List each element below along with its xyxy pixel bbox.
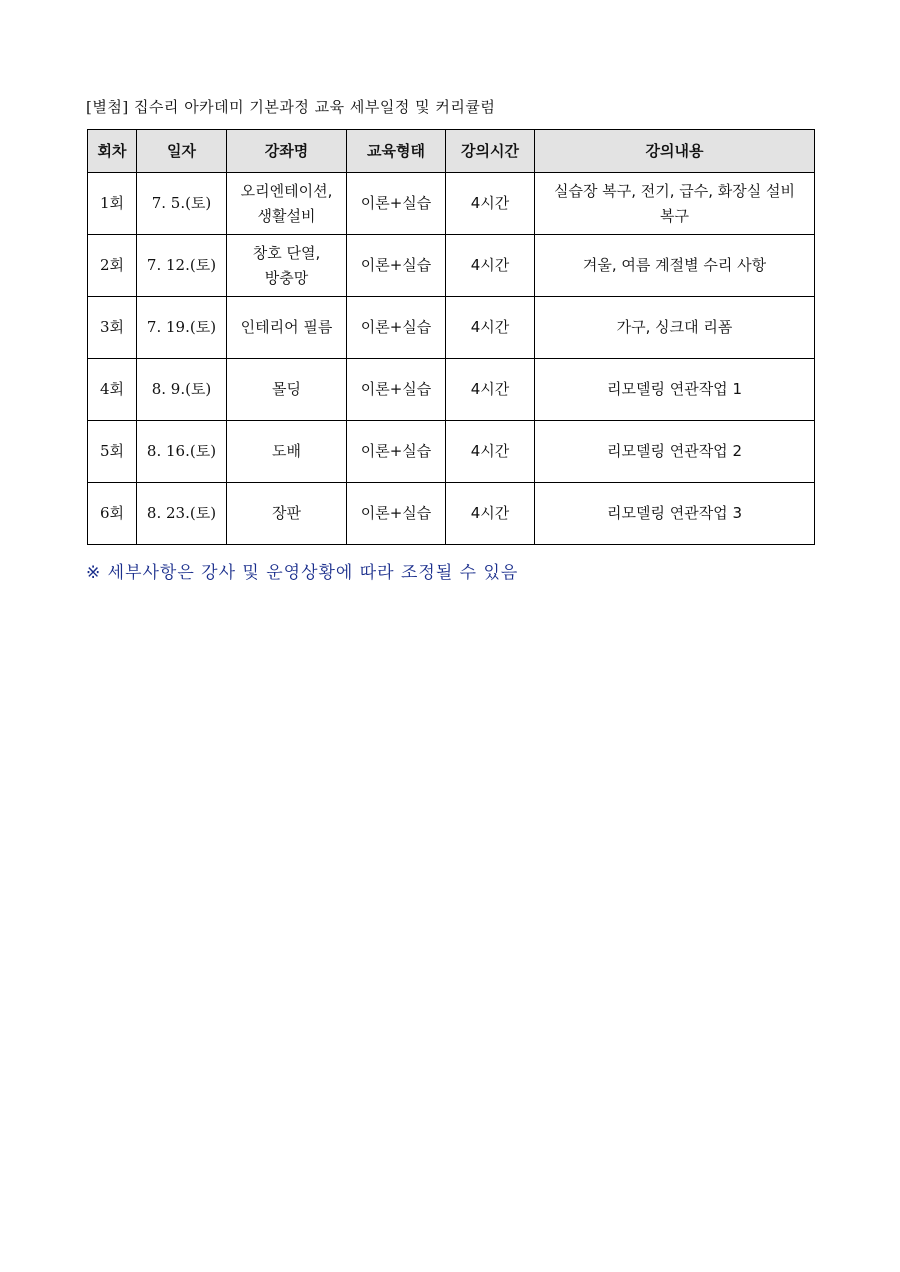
- header-format: 교육형태: [347, 130, 446, 173]
- header-row: [88, 130, 815, 173]
- cell-date: 8. 9.(토): [137, 359, 227, 421]
- course-line: 인테리어 필름: [240, 318, 333, 336]
- header-hours: 강의시간: [446, 130, 535, 173]
- table-row: [88, 173, 815, 235]
- document-title: [별첨] 집수리 아카데미 기본과정 교육 세부일정 및 커리큘럼: [86, 98, 496, 116]
- cell-format: 이론+실습: [347, 173, 446, 235]
- cell-session: 6회: [88, 483, 137, 545]
- cell-content: [535, 421, 815, 483]
- cell-hours: 4시간: [446, 235, 535, 297]
- cell-content: [535, 235, 815, 297]
- cell-session: 2회: [88, 235, 137, 297]
- curriculum-table: [87, 129, 815, 545]
- cell-hours: 4시간: [446, 359, 535, 421]
- cell-course: [227, 483, 347, 545]
- table-body: [88, 173, 815, 545]
- adjustment-note: ※ 세부사항은 강사 및 운영상황에 따라 조정될 수 있음: [86, 563, 519, 583]
- content-line: 실습장 복구, 전기, 급수, 화장실 설비: [553, 181, 795, 200]
- cell-content: [535, 359, 815, 421]
- cell-format: 이론+실습: [347, 297, 446, 359]
- content-line: 겨울, 여름 계절별 수리 사항: [582, 256, 767, 274]
- cell-date: 8. 23.(토): [137, 483, 227, 545]
- header-course: 강좌명: [227, 130, 347, 173]
- table-row: [88, 297, 815, 359]
- table-row: [88, 421, 815, 483]
- course-line: 생활설비: [257, 206, 316, 225]
- course-line: 방충망: [264, 268, 309, 287]
- cell-format: 이론+실습: [347, 483, 446, 545]
- cell-course: [227, 297, 347, 359]
- cell-date: 7. 5.(토): [137, 173, 227, 235]
- cell-course: [227, 235, 347, 297]
- cell-content: [535, 297, 815, 359]
- header-content: 강의내용: [535, 130, 815, 173]
- cell-course: [227, 359, 347, 421]
- content-line: 리모델링 연관작업 3: [606, 504, 742, 522]
- cell-session: 4회: [88, 359, 137, 421]
- cell-session: 3회: [88, 297, 137, 359]
- course-line: 오리엔테이션,: [240, 181, 333, 200]
- cell-date: 7. 19.(토): [137, 297, 227, 359]
- cell-hours: 4시간: [446, 173, 535, 235]
- cell-course: [227, 421, 347, 483]
- cell-date: 7. 12.(토): [137, 235, 227, 297]
- table-row: [88, 235, 815, 297]
- cell-content: [535, 483, 815, 545]
- content-line: 리모델링 연관작업 1: [606, 380, 742, 398]
- content-line: 복구: [660, 206, 689, 225]
- cell-content: [535, 173, 815, 235]
- table-row: [88, 483, 815, 545]
- cell-session: 1회: [88, 173, 137, 235]
- cell-course: [227, 173, 347, 235]
- header-session: 회차: [88, 130, 137, 173]
- cell-format: 이론+실습: [347, 235, 446, 297]
- cell-format: 이론+실습: [347, 421, 446, 483]
- course-line: 창호 단열,: [252, 243, 321, 262]
- course-line: 도배: [272, 442, 301, 460]
- table-row: [88, 359, 815, 421]
- cell-session: 5회: [88, 421, 137, 483]
- cell-hours: 4시간: [446, 297, 535, 359]
- cell-hours: 4시간: [446, 421, 535, 483]
- header-date: 일자: [137, 130, 227, 173]
- content-line: 가구, 싱크대 리폼: [616, 318, 733, 336]
- table-header: [88, 130, 815, 173]
- cell-format: 이론+실습: [347, 359, 446, 421]
- cell-hours: 4시간: [446, 483, 535, 545]
- course-line: 몰딩: [272, 380, 301, 398]
- cell-date: 8. 16.(토): [137, 421, 227, 483]
- course-line: 장판: [272, 504, 301, 522]
- content-line: 리모델링 연관작업 2: [606, 442, 742, 460]
